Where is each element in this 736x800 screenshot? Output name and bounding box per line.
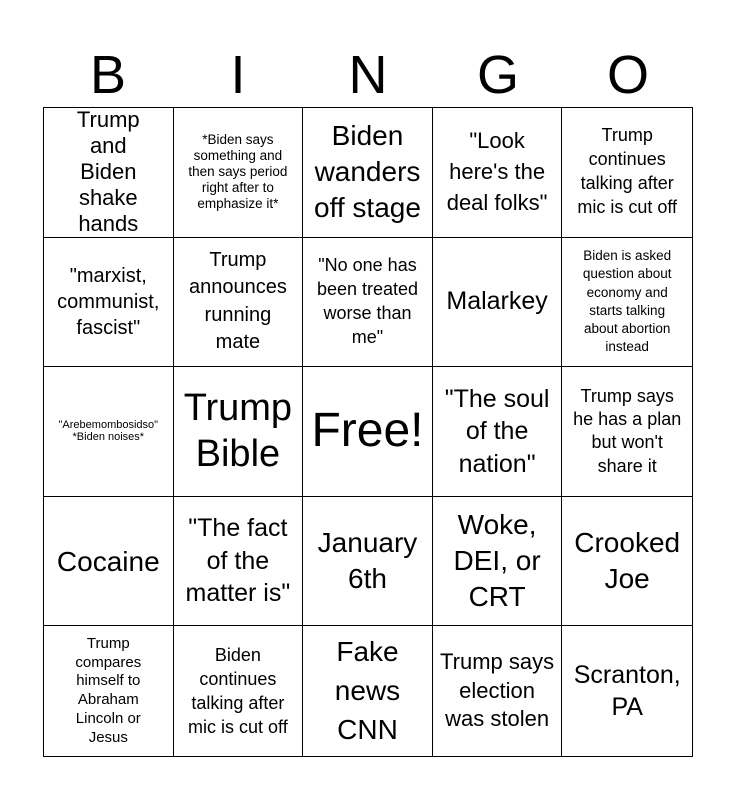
cell-text: Trump compares himself to Abraham Lincoln or Jesus	[75, 634, 142, 746]
bingo-cell[interactable]	[562, 238, 692, 368]
bingo-cell[interactable]	[433, 367, 563, 497]
cell-text: "No one has been treated worse than me"	[316, 255, 419, 347]
cell-text: Trump and Biden shake hands	[76, 108, 140, 237]
cell-text: Trump announces running mate	[188, 248, 287, 354]
bingo-cell[interactable]	[433, 626, 563, 756]
cell-text: Trump continues talking after mic is cut off	[577, 125, 678, 218]
bingo-cell[interactable]	[44, 367, 174, 497]
bingo-cell[interactable]	[174, 238, 304, 368]
bingo-cell[interactable]	[174, 626, 304, 756]
cell-text: Scranton, PA	[573, 660, 681, 722]
cell-text: "Arebemombosidso" *Biden noises*	[58, 418, 159, 444]
bingo-cell[interactable]	[174, 497, 304, 627]
bingo-cell[interactable]	[44, 626, 174, 756]
cell-text: "The fact of the matter is"	[185, 514, 291, 608]
bingo-cell[interactable]	[174, 367, 304, 497]
bingo-cell[interactable]	[174, 108, 304, 238]
cell-text: Cocaine	[56, 545, 160, 577]
cell-text: Trump says election was stolen	[440, 649, 555, 732]
bingo-cell[interactable]	[44, 238, 174, 368]
bingo-cell[interactable]	[303, 626, 433, 756]
header-letter-o: O	[606, 45, 649, 105]
bingo-board	[43, 107, 693, 757]
cell-text: Biden is asked question about economy and starts talking about abortion instead	[582, 248, 672, 355]
bingo-cell[interactable]	[303, 238, 433, 368]
bingo-cell[interactable]	[433, 108, 563, 238]
free-space-text: Free!	[311, 404, 424, 458]
header-letter-i: I	[230, 45, 246, 105]
cell-text: "The soul of the nation"	[444, 384, 550, 478]
bingo-cell[interactable]	[433, 497, 563, 627]
bingo-cell[interactable]	[303, 108, 433, 238]
cell-text: January 6th	[317, 526, 418, 595]
bingo-cell[interactable]	[562, 626, 692, 756]
bingo-cell[interactable]	[44, 108, 174, 238]
cell-text: Trump says he has a plan but won't share it	[573, 385, 682, 476]
cell-text: Crooked Joe	[574, 526, 681, 595]
bingo-cell[interactable]	[562, 497, 692, 627]
cell-text: *Biden says something and then says period right after to emphasize it*	[188, 132, 288, 212]
cell-text: "marxist, communist, fascist"	[57, 264, 160, 339]
free-space-cell[interactable]	[303, 367, 433, 497]
bingo-cell[interactable]	[44, 497, 174, 627]
cell-text: Fake news CNN	[334, 636, 401, 745]
cell-text: Biden wanders off stage	[314, 119, 421, 224]
cell-text: Woke, DEI, or CRT	[453, 508, 541, 613]
header-letter-b: B	[89, 45, 127, 105]
cell-text: Trump Bible	[183, 387, 293, 476]
cell-text: Malarkey	[446, 287, 548, 316]
bingo-cell[interactable]	[433, 238, 563, 368]
cell-text: "Look here's the deal folks"	[446, 128, 548, 215]
header-letter-n: N	[348, 45, 388, 105]
bingo-cell[interactable]	[303, 497, 433, 627]
bingo-header	[43, 44, 693, 106]
cell-text: Biden continues talking after mic is cut off	[188, 644, 288, 738]
bingo-cell[interactable]	[562, 108, 692, 238]
header-letter-g: G	[476, 45, 519, 105]
bingo-cell[interactable]	[562, 367, 692, 497]
